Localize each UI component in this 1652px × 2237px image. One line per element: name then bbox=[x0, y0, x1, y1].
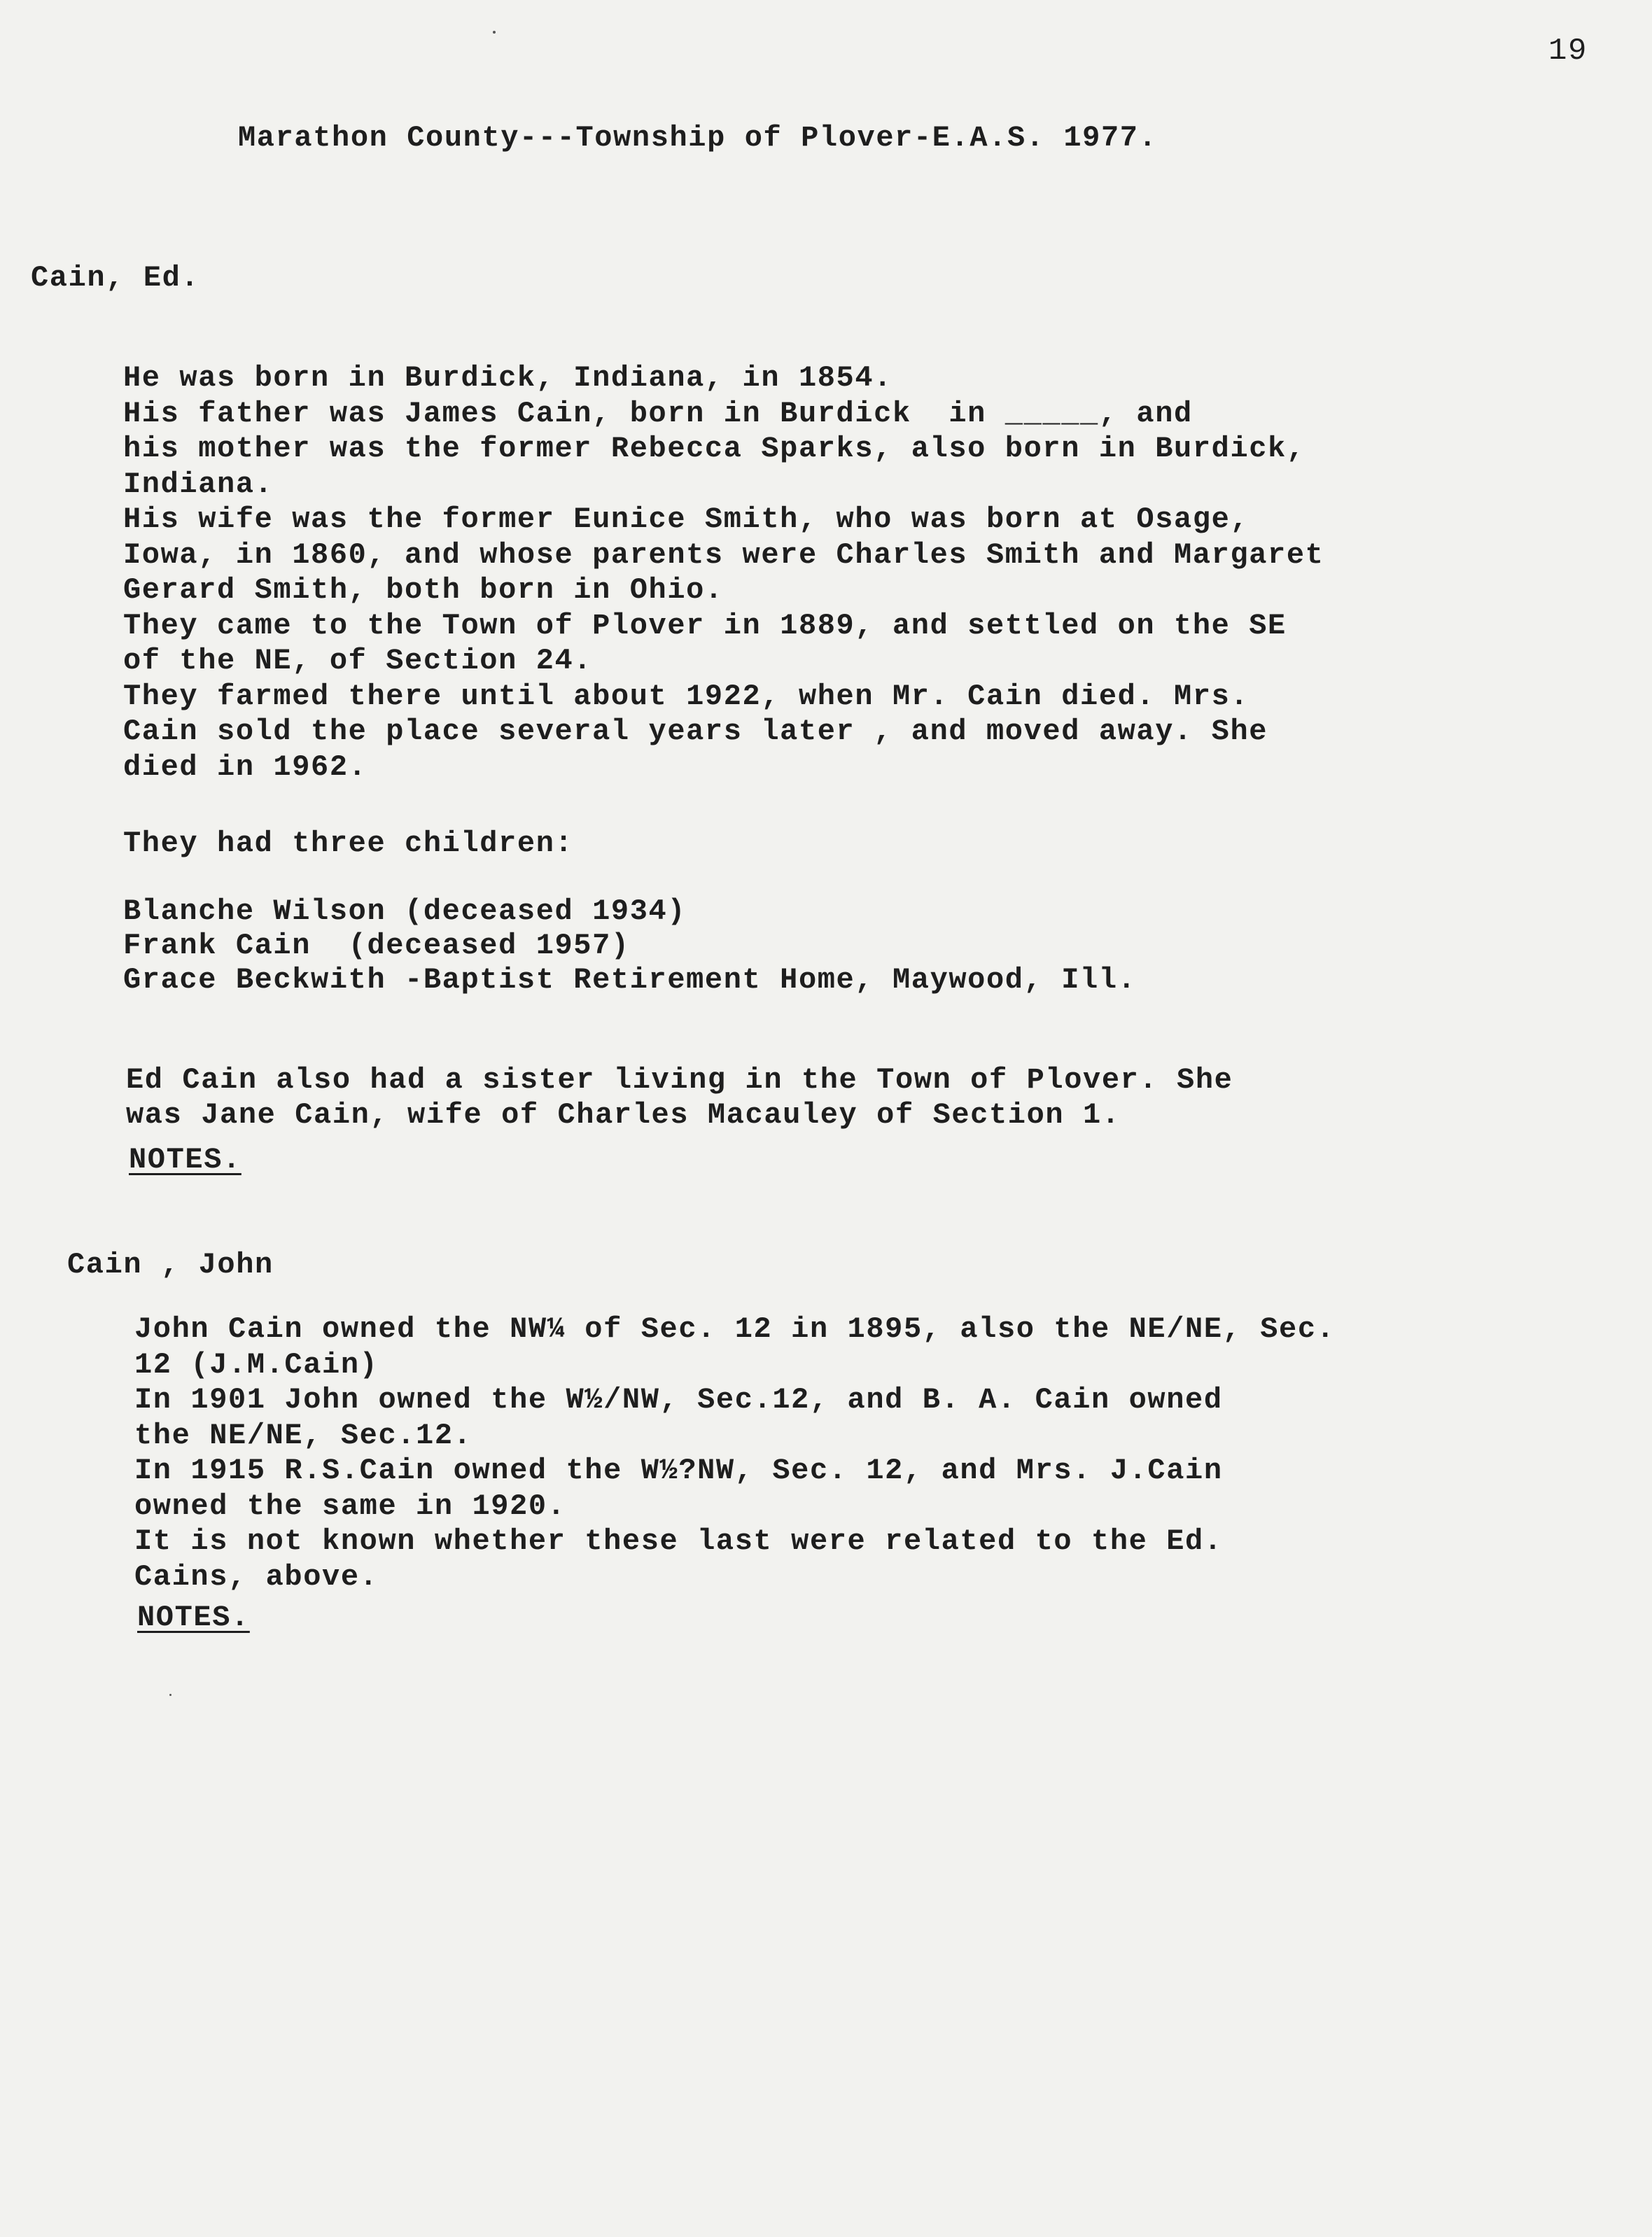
entry-paragraph-john-cain: John Cain owned the NW¼ of Sec. 12 in 1895, also the NE/NE, Sec. 12 (J.M.Cain) In 1901 John owned the W½/NW, Sec.12, and B. A. Cain owned the NE/NE, Sec.12. In 1915 R.S.Cain owned the W½?NW, Sec. 12, and Mrs. J.Cain owned the same in 1920. It is not known whether these last were related to the Ed. Cains, above. bbox=[134, 1312, 1336, 1594]
notes-label-ed-cain: NOTES. bbox=[129, 1143, 241, 1177]
page-number: 19 bbox=[1548, 34, 1588, 69]
notes-label-john-cain: NOTES. bbox=[137, 1601, 250, 1634]
paper-speck bbox=[493, 31, 496, 34]
entry-name-john-cain: Cain , John bbox=[67, 1248, 274, 1282]
entry-name-ed-cain: Cain, Ed. bbox=[31, 261, 200, 295]
paper-speck bbox=[169, 1694, 172, 1696]
children-list: Blanche Wilson (deceased 1934) Frank Cain (deceased 1957) Grace Beckwith -Baptist Retirement Home, Maywood, Ill. bbox=[123, 895, 1137, 997]
page-header: Marathon County---Township of Plover-E.A.S. 1977. bbox=[238, 121, 1158, 155]
entry-paragraph-ed-cain: He was born in Burdick, Indiana, in 1854. His father was James Cain, born in Burdick in _____, and his mother was the former Rebecca Sparks, also born in Burdick, Indiana. His wife was the former Eunice Smith, who was born at Osage, Iowa, in 1860, and whose parents were Charles Smith and Margaret Gerard Smith, both born in Ohio. They came to the Town of Plover in 1889, and settled on the SE of the NE, of Section 24. They farmed there until about 1922, when Mr. Cain died. Mrs. Cain sold the place several years later , and moved away. She died in 1962. bbox=[123, 361, 1324, 784]
sister-note: Ed Cain also had a sister living in the Town of Plover. She was Jane Cain, wife of Charles Macauley of Section 1. bbox=[126, 1063, 1233, 1132]
children-intro: They had three children: bbox=[123, 827, 574, 860]
